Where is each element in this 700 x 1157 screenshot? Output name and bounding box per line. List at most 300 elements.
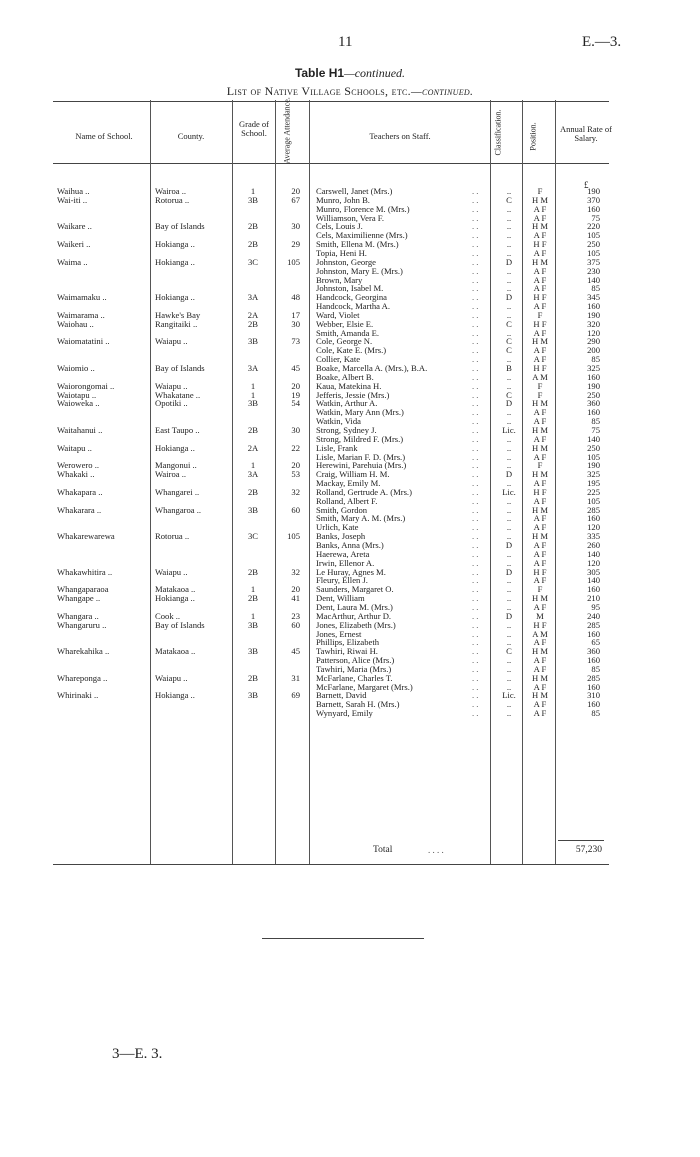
position-value: H M bbox=[532, 646, 548, 657]
grade-value: 3C bbox=[247, 531, 259, 542]
classification-value: C bbox=[506, 336, 512, 347]
salary-value: 140 bbox=[587, 274, 600, 285]
teacher-name: Wynyard, Emily bbox=[316, 708, 373, 719]
position-value: A F bbox=[533, 407, 547, 418]
teacher-name: Brown, Mary bbox=[316, 274, 363, 285]
attendance-value: 32 bbox=[291, 486, 300, 497]
grade-value: 2B bbox=[247, 239, 259, 250]
teacher-name: Kaua, Matekina H. bbox=[316, 380, 382, 391]
classification-value: .. bbox=[506, 495, 512, 506]
school-name: Whangara .. bbox=[57, 610, 99, 621]
footer-reference: 3—E. 3. bbox=[112, 1046, 163, 1062]
salary-value: 250 bbox=[587, 389, 600, 400]
attendance-value: 30 bbox=[291, 318, 300, 329]
grade-value: 3A bbox=[247, 363, 259, 373]
position-value: H F bbox=[533, 318, 547, 329]
teacher-name: Patterson, Alice (Mrs.) bbox=[316, 655, 395, 666]
salary-value: 105 bbox=[587, 495, 600, 506]
classification-value: .. bbox=[506, 239, 512, 250]
leader-dots: . . bbox=[472, 301, 479, 312]
teacher-name: Fleury, Ellen J. bbox=[316, 575, 368, 586]
position-value: F bbox=[537, 309, 543, 320]
attendance-value: 105 bbox=[287, 256, 300, 267]
classification-value: .. bbox=[506, 460, 512, 471]
position-value: A F bbox=[533, 522, 547, 533]
attendance-value: 41 bbox=[291, 593, 300, 604]
teacher-name: Rolland, Albert F. bbox=[316, 495, 378, 506]
position-value: A F bbox=[533, 451, 547, 462]
grade-value: 3A bbox=[247, 292, 259, 303]
county-name: Whakatane .. bbox=[155, 389, 201, 400]
salary-value: 305 bbox=[587, 566, 600, 577]
attendance-value: 30 bbox=[291, 424, 300, 435]
leader-dots: . . bbox=[472, 416, 479, 427]
teacher-name: Watkin, Arthur A. bbox=[316, 398, 378, 409]
header-school: Name of School. bbox=[75, 131, 133, 141]
classification-value: .. bbox=[506, 416, 512, 427]
position-value: H M bbox=[532, 194, 548, 205]
grade-value: 1 bbox=[250, 584, 256, 595]
position-value: A F bbox=[533, 575, 547, 586]
school-name: Waimarama .. bbox=[57, 309, 105, 320]
leader-dots: . . bbox=[472, 628, 479, 639]
leader-dots: . . bbox=[472, 274, 479, 285]
classification-value: .. bbox=[506, 522, 512, 533]
school-name: Whangaruru .. bbox=[57, 619, 107, 630]
teacher-name: Munro, John B. bbox=[316, 194, 370, 205]
total-value: 57,230 bbox=[575, 845, 602, 855]
position-value: A F bbox=[533, 655, 547, 666]
classification-value: .. bbox=[506, 672, 512, 683]
school-name: Waioweka .. bbox=[57, 398, 100, 409]
salary-value: 160 bbox=[587, 699, 600, 710]
classification-value: C bbox=[506, 194, 512, 205]
position-value: A F bbox=[533, 663, 547, 674]
school-name: Whakarewarewa bbox=[57, 531, 115, 542]
leader-dots: . . bbox=[472, 646, 479, 657]
attendance-value: 32 bbox=[291, 566, 300, 577]
teacher-name: Cole, George N. bbox=[316, 336, 373, 347]
position-value: H M bbox=[532, 469, 548, 480]
county-name: Rotorua .. bbox=[155, 531, 190, 542]
salary-value: 75 bbox=[591, 424, 600, 435]
attendance-value: 53 bbox=[291, 469, 300, 480]
grade-value: 3B bbox=[247, 194, 259, 205]
county-name: Hokianga .. bbox=[155, 292, 195, 303]
teacher-name: Herewini, Parehuia (Mrs.) bbox=[316, 460, 407, 471]
salary-value: 200 bbox=[587, 345, 600, 356]
leader-dots: . . bbox=[472, 522, 479, 533]
teacher-name: Smith, Gordon bbox=[316, 504, 368, 515]
county-name: Hokianga .. bbox=[155, 442, 195, 453]
teacher-name: Watkin, Vida bbox=[316, 416, 361, 427]
teacher-name: McFarlane, Margaret (Mrs.) bbox=[316, 681, 413, 692]
classification-value: C bbox=[506, 389, 512, 400]
school-name: Whareponga .. bbox=[57, 672, 108, 683]
salary-value: 85 bbox=[591, 708, 600, 719]
salary-value: 190 bbox=[587, 309, 600, 320]
currency-symbol: £ bbox=[584, 180, 589, 190]
position-value: H F bbox=[533, 486, 547, 497]
leader-dots: . . bbox=[472, 247, 479, 258]
classification-value: .. bbox=[506, 575, 512, 586]
salary-value: 160 bbox=[587, 371, 600, 382]
classification-value: .. bbox=[506, 557, 512, 568]
classification-value: .. bbox=[506, 203, 512, 214]
position-value: A F bbox=[533, 247, 547, 258]
position-value: H M bbox=[532, 398, 548, 409]
leader-dots: . . bbox=[472, 407, 479, 418]
classification-value: .. bbox=[506, 593, 512, 604]
position-value: H M bbox=[532, 336, 548, 347]
salary-value: 190 bbox=[587, 380, 600, 391]
classification-value: .. bbox=[506, 504, 512, 515]
county-name: Rangitaiki .. bbox=[155, 318, 198, 329]
salary-value: 160 bbox=[587, 628, 600, 639]
grade-value: 3A bbox=[247, 469, 259, 480]
teacher-name: Lisle, Frank bbox=[316, 442, 358, 453]
salary-value: 120 bbox=[587, 522, 600, 533]
salary-value: 160 bbox=[587, 407, 600, 418]
position-value: A F bbox=[533, 540, 547, 550]
school-name: Whakaki .. bbox=[57, 469, 95, 480]
position-value: A F bbox=[533, 230, 547, 241]
teacher-name: Haerewa, Areta bbox=[316, 548, 370, 559]
county-name: Hokianga .. bbox=[155, 690, 195, 701]
leader-dots: . . bbox=[472, 557, 479, 568]
attendance-value: 22 bbox=[291, 442, 300, 453]
teacher-name: Collier, Kate bbox=[316, 354, 361, 365]
county-name: Hawke's Bay bbox=[155, 309, 201, 320]
grade-value: 3B bbox=[247, 336, 259, 347]
grade-value: 2B bbox=[247, 593, 259, 604]
grade-value: 2A bbox=[247, 309, 259, 320]
grade-value: 1 bbox=[250, 186, 256, 196]
leader-dots: . . bbox=[472, 221, 479, 232]
salary-value: 105 bbox=[587, 451, 600, 462]
header-position: Position. bbox=[528, 122, 538, 151]
classification-value: C bbox=[506, 318, 512, 329]
teacher-name: Ward, Violet bbox=[316, 309, 360, 320]
leader-dots: . . bbox=[472, 478, 479, 489]
position-value: H M bbox=[532, 442, 548, 453]
position-value: H M bbox=[532, 256, 548, 267]
salary-value: 210 bbox=[587, 593, 600, 604]
salary-value: 140 bbox=[587, 548, 600, 559]
attendance-value: 45 bbox=[291, 363, 300, 373]
leader-dots: . . bbox=[472, 672, 479, 683]
classification-value: C bbox=[506, 646, 512, 657]
position-value: F bbox=[537, 584, 543, 595]
salary-value: 325 bbox=[587, 469, 600, 480]
salary-value: 140 bbox=[587, 433, 600, 444]
school-name: Whakawhitira .. bbox=[57, 566, 113, 577]
salary-value: 345 bbox=[587, 292, 600, 303]
teacher-name: Topia, Heni H. bbox=[316, 247, 367, 258]
grade-value: 2B bbox=[247, 318, 259, 329]
school-name: Waiotapu .. bbox=[57, 389, 97, 400]
leader-dots: . . bbox=[472, 363, 479, 373]
position-value: A F bbox=[533, 495, 547, 506]
teacher-name: Barnett, David bbox=[316, 690, 367, 701]
salary-value: 160 bbox=[587, 203, 600, 214]
leader-dots: . . bbox=[472, 593, 479, 604]
classification-value: .. bbox=[506, 230, 512, 241]
position-value: A F bbox=[533, 345, 547, 356]
school-name: Whakapara .. bbox=[57, 486, 103, 497]
leader-dots: . . bbox=[472, 256, 479, 267]
classification-value: .. bbox=[506, 619, 512, 630]
separator-line bbox=[262, 938, 424, 939]
leader-dots: . . bbox=[472, 212, 479, 223]
classification-value: D bbox=[505, 566, 513, 577]
salary-value: 85 bbox=[591, 354, 600, 365]
school-name: Whangaparaoa bbox=[57, 584, 109, 595]
attendance-value: 60 bbox=[291, 619, 300, 630]
county-name: Hokianga .. bbox=[155, 256, 195, 267]
salary-value: 285 bbox=[587, 504, 600, 515]
county-name: Wairoa .. bbox=[155, 186, 187, 196]
position-value: A F bbox=[533, 708, 547, 719]
position-value: H M bbox=[532, 221, 548, 232]
salary-value: 120 bbox=[587, 557, 600, 568]
salary-value: 120 bbox=[587, 327, 600, 338]
classification-value: .. bbox=[506, 637, 512, 648]
salary-value: 285 bbox=[587, 619, 600, 630]
classification-value: D bbox=[505, 469, 513, 480]
leader-dots: . . bbox=[472, 460, 479, 471]
teacher-name: Dent, Laura M. (Mrs.) bbox=[316, 601, 393, 612]
table-bottom-rule bbox=[53, 864, 609, 865]
classification-value: .. bbox=[506, 699, 512, 710]
salary-value: 320 bbox=[587, 318, 600, 329]
school-name: Whirinaki .. bbox=[57, 690, 99, 701]
classification-value: .. bbox=[506, 186, 512, 196]
position-value: H F bbox=[533, 619, 547, 630]
school-name: Waitapu .. bbox=[57, 442, 92, 453]
classification-value: .. bbox=[506, 681, 512, 692]
grade-value: 2B bbox=[247, 672, 259, 683]
header-grade: Grade of School. bbox=[239, 119, 269, 138]
page-number: 11 bbox=[338, 34, 353, 50]
grade-value: 2A bbox=[247, 442, 259, 453]
leader-dots: . . bbox=[472, 513, 479, 524]
leader-dots: . . bbox=[472, 354, 479, 365]
attendance-value: 45 bbox=[291, 646, 300, 657]
classification-value: .. bbox=[506, 212, 512, 223]
classification-value: .. bbox=[506, 380, 512, 391]
position-value: A M bbox=[532, 371, 548, 382]
position-value: H F bbox=[533, 363, 547, 373]
position-value: H F bbox=[533, 292, 547, 303]
teacher-name: Irwin, Ellenor A. bbox=[316, 557, 375, 568]
salary-value: 85 bbox=[591, 663, 600, 674]
leader-dots: . . bbox=[472, 380, 479, 391]
leader-dots: . . bbox=[472, 699, 479, 710]
attendance-value: 19 bbox=[291, 389, 300, 400]
leader-dots: . . bbox=[472, 345, 479, 356]
classification-value: .. bbox=[506, 247, 512, 258]
leader-dots: . . bbox=[472, 690, 479, 701]
leader-dots: . . bbox=[472, 265, 479, 276]
position-value: A F bbox=[533, 301, 547, 312]
classification-value: .. bbox=[506, 433, 512, 444]
teacher-name: Handcock, Martha A. bbox=[316, 301, 390, 312]
leader-dots: . . bbox=[472, 601, 479, 612]
position-value: H M bbox=[532, 593, 548, 604]
teacher-name: Carswell, Janet (Mrs.) bbox=[316, 186, 393, 196]
header-bottom-rule bbox=[53, 163, 609, 164]
position-value: F bbox=[537, 389, 543, 400]
grade-value: 2B bbox=[247, 486, 259, 497]
attendance-value: 20 bbox=[291, 380, 300, 391]
salary-value: 260 bbox=[587, 540, 600, 550]
county-name: Waiapu .. bbox=[155, 336, 188, 347]
teacher-name: Johnston, Isabel M. bbox=[316, 283, 384, 294]
salary-value: 140 bbox=[587, 575, 600, 586]
header-teachers: Teachers on Staff. bbox=[369, 131, 431, 141]
attendance-value: 31 bbox=[291, 672, 300, 683]
salary-value: 325 bbox=[587, 363, 600, 373]
salary-value: 360 bbox=[587, 398, 600, 409]
attendance-value: 60 bbox=[291, 504, 300, 515]
table-top-rule bbox=[53, 101, 609, 102]
teacher-name: Smith, Ellena M. (Mrs.) bbox=[316, 239, 399, 250]
county-name: Bay of Islands bbox=[155, 363, 205, 373]
leader-dots: . . bbox=[472, 327, 479, 338]
school-name: Wai-iti .. bbox=[57, 194, 88, 205]
position-value: A M bbox=[532, 628, 548, 639]
teacher-name: Cels, Louis J. bbox=[316, 221, 363, 232]
county-name: Opotiki .. bbox=[155, 398, 188, 409]
salary-value: 285 bbox=[587, 672, 600, 683]
leader-dots: . . bbox=[472, 610, 479, 621]
header-classification: Classification. bbox=[493, 109, 503, 156]
county-name: Bay of Islands bbox=[155, 221, 205, 232]
attendance-value: 73 bbox=[291, 336, 300, 347]
attendance-value: 48 bbox=[291, 292, 300, 303]
salary-value: 310 bbox=[587, 690, 600, 701]
classification-value: .. bbox=[506, 451, 512, 462]
school-name: Waiomatatini .. bbox=[57, 336, 110, 347]
salary-value: 160 bbox=[587, 681, 600, 692]
teacher-name: Banks, Joseph bbox=[316, 531, 366, 542]
salary-value: 195 bbox=[587, 478, 600, 489]
teacher-name: Craig, William H. M. bbox=[316, 469, 390, 480]
position-value: A F bbox=[533, 637, 547, 648]
total-dots: . . . . bbox=[428, 845, 444, 855]
teacher-name: Jefferis, Jessie (Mrs.) bbox=[316, 389, 390, 400]
position-value: H M bbox=[532, 672, 548, 683]
teacher-name: Boake, Marcella A. (Mrs.), B.A. bbox=[316, 363, 428, 373]
salary-value: 160 bbox=[587, 584, 600, 595]
position-value: F bbox=[537, 380, 543, 391]
attendance-value: 20 bbox=[291, 460, 300, 471]
leader-dots: . . bbox=[472, 309, 479, 320]
table-subtitle-text: List of Native Village Schools, etc. bbox=[226, 84, 411, 98]
salary-value: 250 bbox=[587, 442, 600, 453]
county-name: Waiapu .. bbox=[155, 672, 188, 683]
position-value: H M bbox=[532, 504, 548, 515]
total-rule bbox=[558, 840, 604, 841]
leader-dots: . . bbox=[472, 575, 479, 586]
classification-value: D bbox=[505, 610, 513, 621]
attendance-value: 67 bbox=[291, 194, 300, 205]
attendance-value: 17 bbox=[291, 309, 300, 320]
salary-value: 290 bbox=[587, 336, 600, 347]
classification-value: .. bbox=[506, 478, 512, 489]
position-value: A F bbox=[533, 283, 547, 294]
school-name: Waikare .. bbox=[57, 221, 92, 232]
attendance-value: 69 bbox=[291, 690, 300, 701]
leader-dots: . . bbox=[472, 389, 479, 400]
salary-value: 190 bbox=[587, 186, 600, 196]
salary-value: 220 bbox=[587, 221, 600, 232]
county-name: Cook .. bbox=[155, 610, 181, 621]
leader-dots: . . bbox=[472, 486, 479, 497]
salary-value: 160 bbox=[587, 301, 600, 312]
leader-dots: . . bbox=[472, 540, 479, 550]
leader-dots: . . bbox=[472, 186, 479, 196]
teacher-name: Boake, Albert B. bbox=[316, 371, 374, 382]
leader-dots: . . bbox=[472, 203, 479, 214]
position-value: A F bbox=[533, 433, 547, 444]
leader-dots: . . bbox=[472, 663, 479, 674]
classification-value: Lic. bbox=[502, 424, 516, 435]
school-name: Waikeri .. bbox=[57, 239, 91, 250]
grade-value: 3C bbox=[247, 256, 259, 267]
attendance-value: 105 bbox=[287, 531, 300, 542]
classification-value: .. bbox=[506, 655, 512, 666]
county-name: Bay of Islands bbox=[155, 619, 205, 630]
school-name: Waiohau .. bbox=[57, 318, 94, 329]
leader-dots: . . bbox=[472, 398, 479, 409]
salary-value: 105 bbox=[587, 230, 600, 241]
county-name: Whangaroa .. bbox=[155, 504, 202, 515]
school-name: Waiomio .. bbox=[57, 363, 95, 373]
classification-value: .. bbox=[506, 584, 512, 595]
teacher-name: McFarlane, Charles T. bbox=[316, 672, 393, 683]
position-value: H F bbox=[533, 239, 547, 250]
salary-value: 335 bbox=[587, 531, 600, 542]
grade-value: 1 bbox=[250, 380, 256, 391]
teacher-name: Barnett, Sarah H. (Mrs.) bbox=[316, 699, 400, 710]
teacher-name: Dent, William bbox=[316, 593, 365, 604]
salary-value: 225 bbox=[587, 486, 600, 497]
teacher-name: Handcock, Georgina bbox=[316, 292, 387, 303]
school-name: Whangape .. bbox=[57, 593, 101, 604]
document-reference: E.—3. bbox=[582, 34, 622, 50]
position-value: H M bbox=[532, 424, 548, 435]
teacher-name: Cole, Kate E. (Mrs.) bbox=[316, 345, 387, 356]
teacher-name: Banks, Anna (Mrs.) bbox=[316, 540, 384, 550]
grade-value: 2B bbox=[247, 566, 259, 577]
county-name: Matakaoa .. bbox=[155, 584, 196, 595]
leader-dots: . . bbox=[472, 637, 479, 648]
classification-value: C bbox=[506, 345, 512, 356]
school-name: Werowero .. bbox=[57, 460, 100, 471]
position-value: F bbox=[537, 186, 543, 196]
teacher-name: Johnston, George bbox=[316, 256, 376, 267]
position-value: M bbox=[536, 610, 544, 621]
leader-dots: . . bbox=[472, 619, 479, 630]
teacher-name: Cels, Maximilienne (Mrs.) bbox=[316, 230, 408, 241]
teacher-name: Strong, Sydney J. bbox=[316, 424, 377, 435]
classification-value: .. bbox=[506, 601, 512, 612]
attendance-value: 29 bbox=[291, 239, 300, 250]
attendance-value: 20 bbox=[291, 186, 300, 196]
grade-value: 2B bbox=[247, 221, 259, 232]
